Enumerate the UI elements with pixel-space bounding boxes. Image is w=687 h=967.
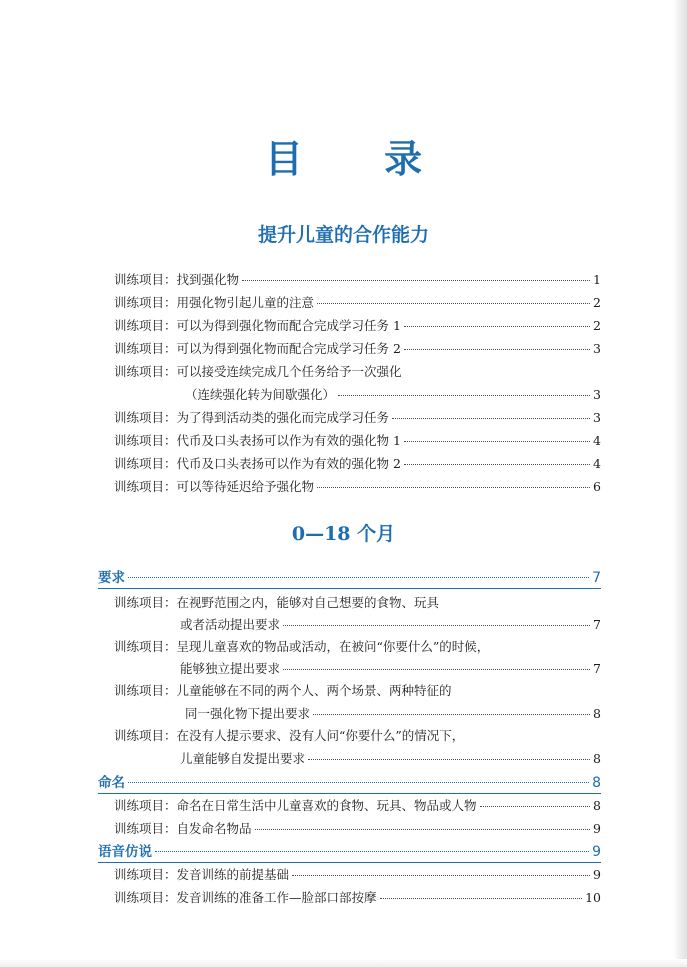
toc-entry[interactable] — [114, 821, 601, 837]
toc-page-number: 1 — [593, 272, 601, 287]
page-title: 目 录 — [264, 137, 457, 181]
toc-entry[interactable] — [114, 479, 601, 495]
dot-leader — [317, 486, 590, 488]
toc-category-echoic[interactable] — [98, 843, 601, 861]
toc-entry-label: 训练项目：可以为得到强化物而配合完成学习任务 1 — [114, 318, 401, 333]
toc-page-number: 8 — [592, 775, 601, 791]
toc-entry-label[interactable]: 训练项目：可以接受连续完成几个任务给予一次强化 — [114, 364, 402, 379]
toc-page-number: 3 — [593, 341, 601, 356]
toc-page-number: 9 — [593, 867, 601, 882]
toc-entry[interactable] — [114, 341, 601, 357]
toc-entry-label: 或者活动提出要求 — [180, 617, 281, 632]
toc-page-number: 8 — [593, 798, 601, 813]
toc-page-number: 3 — [593, 410, 601, 425]
category-underline — [98, 862, 601, 863]
toc-page-number: 7 — [593, 661, 601, 676]
toc-page-number: 4 — [593, 433, 601, 448]
toc-entry-label: （连续强化转为间歇强化） — [185, 387, 336, 402]
toc-page-number: 10 — [585, 890, 601, 905]
dot-leader — [128, 576, 589, 578]
dot-leader — [392, 417, 590, 419]
toc-entry-label: 训练项目：可以为得到强化物而配合完成学习任务 2 — [114, 341, 401, 356]
toc-page-number: 3 — [593, 387, 601, 402]
section-title-age: 0—18 个月 — [291, 523, 396, 545]
toc-entry-label: 能够独立提出要求 — [180, 661, 281, 676]
dot-leader — [404, 463, 590, 465]
toc-entry-label: 训练项目：代币及口头表扬可以作为有效的强化物 2 — [114, 456, 401, 471]
dot-leader — [308, 758, 590, 760]
toc-page-number: 8 — [593, 751, 601, 766]
category-underline — [98, 793, 601, 794]
toc-entry[interactable] — [114, 318, 601, 334]
page-bottom-shadow — [0, 959, 687, 967]
toc-entry-continuation[interactable] — [180, 751, 601, 767]
dot-leader — [338, 394, 590, 396]
dot-leader — [242, 279, 590, 281]
toc-entry-continuation[interactable] — [185, 706, 601, 722]
dot-leader — [317, 302, 590, 304]
toc-entry-label[interactable]: 训练项目：呈现儿童喜欢的物品或活动，在被问“你要什么”的时候， — [114, 639, 490, 654]
toc-page-number: 6 — [593, 479, 601, 494]
dot-leader — [283, 624, 590, 626]
toc-entry[interactable] — [114, 867, 601, 883]
toc-entry-label: 训练项目：用强化物引起儿童的注意 — [114, 295, 315, 310]
dot-leader — [480, 805, 591, 807]
dot-leader — [313, 713, 590, 715]
toc-category-naming[interactable] — [98, 774, 601, 792]
toc-entry[interactable] — [114, 272, 601, 288]
toc-entry-continuation[interactable] — [185, 387, 601, 403]
category-label: 语音仿说 — [98, 844, 152, 860]
dot-leader — [255, 828, 591, 830]
toc-entry-label: 训练项目：可以等待延迟给予强化物 — [114, 479, 315, 494]
toc-entry-label: 训练项目：发音训练的前提基础 — [114, 867, 290, 882]
toc-entry-label: 同一强化物下提出要求 — [185, 706, 311, 721]
toc-page-number: 7 — [593, 617, 601, 632]
dot-leader — [155, 850, 589, 852]
section-title-cooperation: 提升儿童的合作能力 — [257, 224, 429, 246]
category-underline — [98, 588, 601, 589]
toc-entry-label[interactable]: 训练项目：在视野范围之内，能够对自己想要的食物、玩具 — [114, 595, 440, 610]
dot-leader — [283, 668, 590, 670]
category-label: 命名 — [98, 775, 125, 791]
toc-entry-label: 训练项目：代币及口头表扬可以作为有效的强化物 1 — [114, 433, 401, 448]
toc-entry[interactable] — [114, 456, 601, 472]
dot-leader — [404, 348, 590, 350]
toc-entry-label: 训练项目：找到强化物 — [114, 272, 240, 287]
toc-category-request[interactable] — [98, 569, 601, 587]
toc-entry-label[interactable]: 训练项目：在没有人提示要求、没有人问“你要什么”的情况下， — [114, 728, 465, 743]
toc-page-number: 9 — [592, 844, 601, 860]
dot-leader — [128, 781, 589, 783]
toc-entry-label: 训练项目：发音训练的准备工作—脸部口部按摩 — [114, 890, 377, 905]
toc-entry-label: 训练项目：命名在日常生活中儿童喜欢的食物、玩具、物品或人物 — [114, 798, 477, 813]
dot-leader — [404, 440, 590, 442]
toc-entry[interactable] — [114, 410, 601, 426]
dot-leader — [292, 874, 590, 876]
toc-page-number: 2 — [593, 318, 601, 333]
dot-leader — [380, 897, 583, 899]
toc-entry[interactable] — [114, 295, 601, 311]
toc-page-number: 7 — [592, 570, 601, 586]
category-label: 要求 — [98, 570, 125, 586]
toc-page-number: 4 — [593, 456, 601, 471]
toc-entry-continuation[interactable] — [180, 661, 601, 677]
toc-entry[interactable] — [114, 798, 601, 814]
toc-page-number: 8 — [593, 706, 601, 721]
toc-page-number: 2 — [593, 295, 601, 310]
toc-entry-label: 训练项目：自发命名物品 — [114, 821, 252, 836]
toc-entry-label[interactable]: 训练项目：儿童能够在不同的两个人、两个场景、两种特征的 — [114, 683, 452, 698]
toc-page-number: 9 — [593, 821, 601, 836]
toc-entry[interactable] — [114, 890, 601, 906]
toc-entry-label: 儿童能够自发提出要求 — [180, 751, 306, 766]
toc-entry-label: 训练项目：为了得到活动类的强化而完成学习任务 — [114, 410, 390, 425]
toc-entry-continuation[interactable] — [180, 617, 601, 633]
dot-leader — [404, 325, 590, 327]
toc-entry[interactable] — [114, 433, 601, 449]
